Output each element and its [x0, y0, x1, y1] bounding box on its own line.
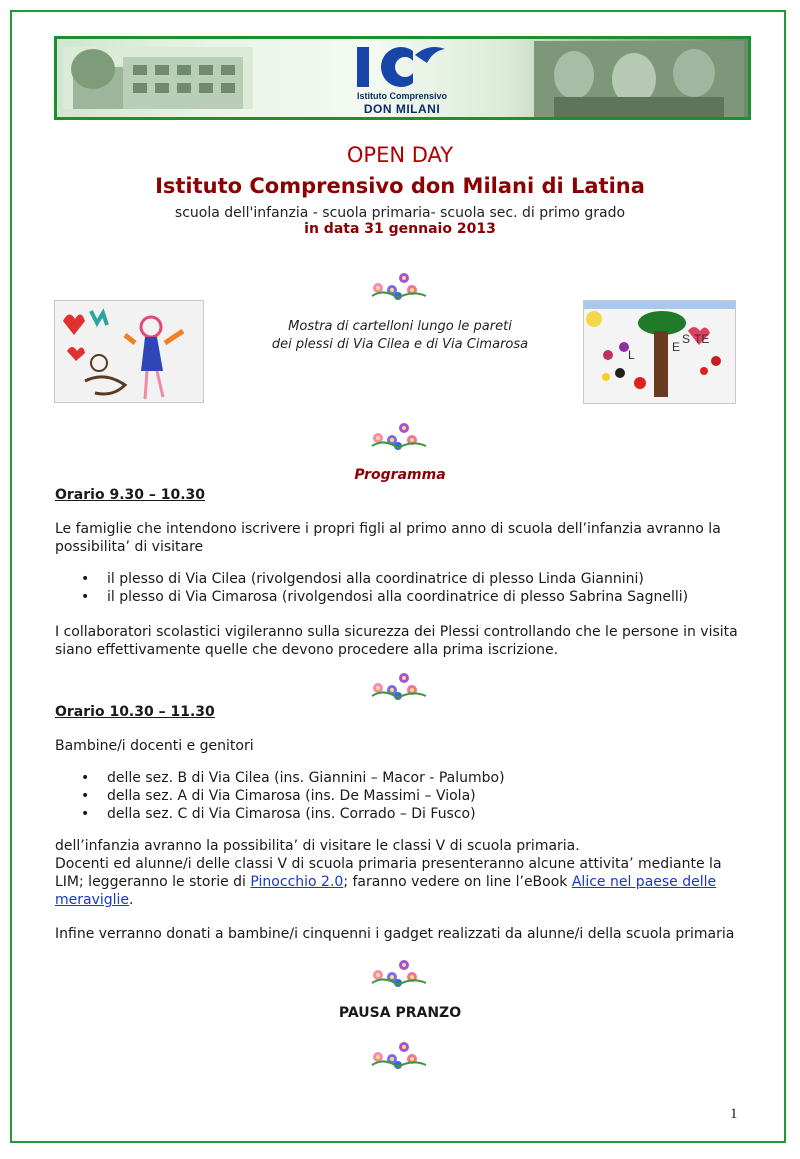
- section2-para1: dell’infanzia avranno la possibilita’ di visitare le classi V di scuola primaria.: [55, 838, 580, 854]
- para2-text-b: ; faranno vedere on line l’eBook: [343, 874, 572, 890]
- list-item: • il plesso di Via Cilea (rivolgendosi alla coordinatrice di plesso Linda Giannini): [55, 570, 735, 588]
- children-drawing-right: [583, 300, 736, 404]
- children-drawing-left: [54, 300, 204, 403]
- pinocchio-link[interactable]: Pinocchio 2.0: [250, 874, 344, 890]
- svg-text:L: L: [628, 348, 635, 362]
- pausa-pranzo-heading: PAUSA PRANZO: [338, 1005, 462, 1021]
- flower-decoration-icon: [368, 668, 430, 702]
- section2-para3: Infine verranno donati a bambine/i cinquenni i gadget realizzati da alunne/i della scuola primaria: [55, 926, 735, 942]
- school-building-photo: [63, 47, 253, 109]
- header-banner: [54, 36, 751, 120]
- orario-heading-2: Orario 10.30 – 11.30: [55, 704, 215, 720]
- programma-heading: Programma: [354, 467, 446, 483]
- section1-note: I collaboratori scolastici vigileranno sulla sicurezza dei Plessi controllando che le persone in visita siano effettivamente quelle che devono procedere alla prima iscrizione.: [55, 624, 738, 658]
- school-levels: scuola dell'infanzia - scuola primaria- scuola sec. di primo grado: [174, 205, 626, 221]
- page-title: OPEN DAY: [346, 143, 454, 167]
- exhibit-line1: Mostra di cartelloni lungo le pareti: [288, 319, 512, 334]
- list-item: • il plesso di Via Cimarosa (rivolgendosi alla coordinatrice di plesso Sabrina Sagnelli): [55, 588, 735, 606]
- section1-intro: Le famiglie che intendono iscrivere i propri figli al primo anno di scuola dell’infanzia avranno la possibilita’ di visitare: [55, 521, 721, 555]
- page-number: 1: [730, 1106, 738, 1122]
- svg-text:TE: TE: [694, 332, 710, 346]
- flower-decoration-icon: [368, 268, 430, 302]
- section2-list: [55, 769, 735, 823]
- orario-heading-1: Orario 9.30 – 10.30: [55, 487, 206, 503]
- alice-ebook-link[interactable]: Alice nel paese delle meraviglie: [55, 874, 717, 908]
- flower-decoration-icon: [368, 955, 430, 989]
- list-item: • della sez. A di Via Cimarosa (ins. De Massimi – Viola): [55, 787, 735, 805]
- section2-intro: Bambine/i docenti e genitori: [55, 738, 254, 754]
- para2-text-a: Docenti ed alunne/i delle classi V di scuola primaria presenteranno alcune attivita’ mediante la LIM; leggeranno le storie di: [55, 856, 722, 890]
- event-date: in data 31 gennaio 2013: [304, 221, 496, 237]
- logo-text-line1: Istituto Comprensivo: [356, 91, 447, 101]
- flower-decoration-icon: [368, 418, 430, 452]
- list-item: • delle sez. B di Via Cilea (ins. Giannini – Macor - Palumbo): [55, 769, 735, 787]
- flower-decoration-icon: [368, 1037, 430, 1071]
- page-subtitle: Istituto Comprensivo don Milani di Latina: [155, 174, 645, 198]
- exhibit-description: [215, 318, 585, 354]
- students-photo: [534, 41, 744, 117]
- exhibit-line2: dei plessi di Via Cilea e di Via Cimarosa: [271, 337, 529, 352]
- list-item: • della sez. C di Via Cimarosa (ins. Corrado – Di Fusco): [55, 805, 735, 823]
- section2-para2: [55, 855, 745, 909]
- logo-text-line2: DON MILANI: [363, 102, 441, 116]
- section1-list: [55, 570, 735, 606]
- svg-text:E: E: [672, 340, 681, 354]
- svg-text:S: S: [682, 332, 691, 346]
- school-logo: [347, 41, 457, 117]
- ic-logo-mark: [355, 41, 449, 89]
- para2-text-c: .: [129, 892, 134, 908]
